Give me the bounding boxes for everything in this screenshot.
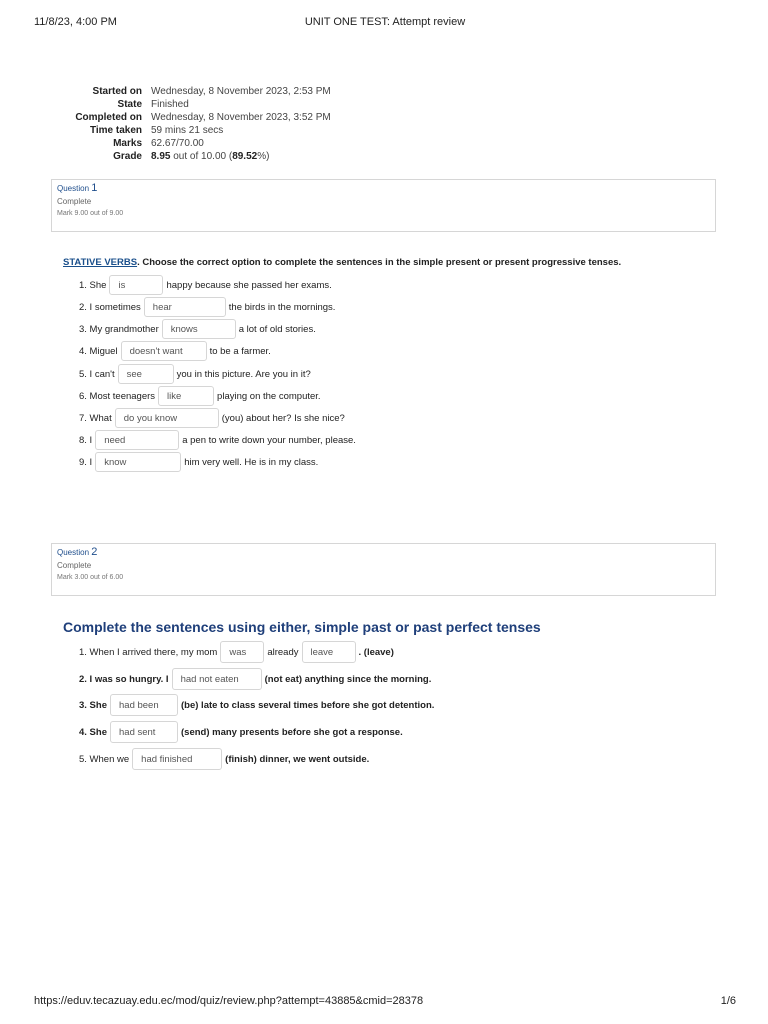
started-on-value: Wednesday, 8 November 2023, 2:53 PM [151,86,331,97]
state-label: State [117,99,142,110]
page-number: 1/6 [720,995,736,1007]
question-number: 1 [91,182,98,194]
prompt-text: . Choose the correct option to complete the sentences in the simple present or present progressive tenses. [137,257,622,268]
sentence-text: (be) late to class several times before she got detention. [181,699,435,711]
sentence-text: 3. She [79,699,107,711]
question-label: Question [57,184,90,193]
summary-row-marks [52,137,331,150]
answer-field[interactable]: was [220,641,264,663]
answer-field[interactable]: had finished [132,748,222,770]
sentence-text: 1. When I arrived there, my mom [79,646,218,658]
answer-field[interactable]: leave [302,641,356,663]
q1-sentence-8 [79,430,356,450]
answer-field[interactable]: do you know [115,408,219,428]
started-on-label: Started on [92,86,142,97]
sentence-text: you in this picture. Are you in it? [176,368,311,380]
sentence-text: 4. Miguel [79,345,118,357]
sentence-text: the birds in the mornings. [228,301,336,313]
summary-row-state [52,98,331,111]
question-2-heading: Complete the sentences using either, simple past or past perfect tenses [63,619,541,635]
question-1-grade: Mark 9.00 out of 9.00 [57,210,124,217]
stative-verbs-link[interactable]: STATIVE VERBS [63,257,138,268]
summary-row-time [52,124,331,137]
sentence-text: 5. I can't [79,368,115,380]
answer-field[interactable]: had sent [110,721,178,743]
sentence-text: 2. I was so hungry. I [79,673,169,685]
grade-score: 8.95 [151,151,171,162]
grade-label: Grade [113,151,142,162]
marks-label: Marks [113,138,142,149]
q1-sentence-2 [79,297,335,317]
question-label: Question [57,548,90,557]
grade-value [151,150,331,163]
sentence-text: to be a farmer. [209,345,271,357]
question-2-state: Complete [57,561,92,570]
answer-field[interactable]: knows [162,319,236,339]
sentence-text: 7. What [79,412,112,424]
question-2-grade: Mark 3.00 out of 6.00 [57,574,124,581]
answer-field[interactable]: had been [110,694,178,716]
answer-field[interactable]: like [158,386,214,406]
completed-on-value: Wednesday, 8 November 2023, 3:52 PM [151,112,331,123]
sentence-text: already [267,646,299,658]
q1-sentence-4 [79,341,271,361]
sentence-text: 6. Most teenagers [79,390,156,402]
sentence-text: him very well. He is in my class. [184,456,319,468]
time-taken-value: 59 mins 21 secs [151,125,224,136]
q2-sentence-5 [79,748,369,770]
grade-out-of: out of 10.00 ( [170,151,233,162]
sentence-text: (send) many presents before she got a response. [181,726,403,738]
sentence-text: 3. My grandmother [79,323,159,335]
sentence-text: 2. I sometimes [79,301,141,313]
q1-sentence-1 [79,275,332,295]
print-datetime: 11/8/23, 4:00 PM [34,16,117,28]
sentence-text: 9. I [79,456,93,468]
q1-sentence-5 [79,364,311,384]
sentence-text: 5. When we [79,753,130,765]
q1-sentence-7 [79,408,345,428]
answer-field[interactable]: had not eaten [172,668,262,690]
time-taken-label: Time taken [89,125,142,136]
q1-sentence-6 [79,386,321,406]
summary-table [52,85,331,163]
summary-row-started [52,85,331,98]
q2-sentence-2 [79,668,431,690]
summary-row-grade [52,150,331,163]
sentence-text: a lot of old stories. [238,323,316,335]
answer-field[interactable]: need [95,430,179,450]
question-2-info [51,543,716,596]
q1-sentence-3 [79,319,316,339]
answer-field[interactable]: is [109,275,163,295]
q2-sentence-3 [79,694,434,716]
sentence-text: a pen to write down your number, please. [182,434,356,446]
attempt-summary [52,85,331,163]
state-value: Finished [151,99,189,110]
question-1-number [57,182,710,194]
completed-on-label: Completed on [75,112,142,123]
marks-value: 62.67/70.00 [151,138,204,149]
sentence-text: (not eat) anything since the morning. [264,673,432,685]
print-title: UNIT ONE TEST: Attempt review [304,16,466,28]
page-url[interactable]: https://eduv.tecazuay.edu.ec/mod/quiz/review.php?attempt=43885&cmid=28378 [34,995,424,1007]
question-1-prompt [63,257,621,268]
q2-sentence-1 [79,641,394,663]
question-number: 2 [91,546,98,558]
grade-percent: 89.52 [232,151,258,162]
q1-sentence-9 [79,452,318,472]
sentence-text: 4. She [79,726,107,738]
sentence-text: happy because she passed her exams. [166,279,332,291]
sentence-text: 1. She [79,279,107,291]
grade-end: %) [257,151,270,162]
sentence-text: 8. I [79,434,93,446]
question-1-info [51,179,716,232]
answer-field[interactable]: know [95,452,181,472]
question-1-state: Complete [57,197,92,206]
q2-sentence-4 [79,721,403,743]
sentence-text: (you) about her? Is she nice? [221,412,345,424]
sentence-text: . (leave) [358,646,394,658]
summary-row-completed [52,111,331,124]
answer-field[interactable]: doesn't want [121,341,207,361]
sentence-text: (finish) dinner, we went outside. [225,753,370,765]
answer-field[interactable]: see [118,364,174,384]
question-2-number [57,546,710,558]
sentence-text: playing on the computer. [217,390,321,402]
answer-field[interactable]: hear [144,297,226,317]
